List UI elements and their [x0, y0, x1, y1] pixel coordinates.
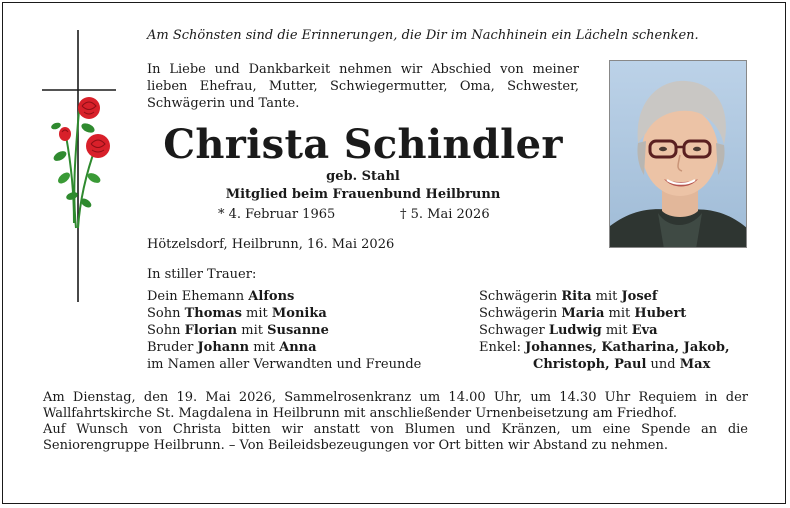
deceased-name: Christa Schindler — [163, 121, 563, 168]
membership-text: Mitglied beim Frauenbund Heilbrunn — [225, 187, 501, 202]
mourner-row: Schwager Ludwig mit Eva — [479, 323, 658, 338]
service-text: Am Dienstag, den 19. Mai 2026, Sammelrosenkranz um 14.00 Uhr, um 14.30 Uhr Requiem in der Wallfahrtskirche St. Magdalena in Heilbrunn mit anschließender Urnenbeisetzung am Friedhof. — [43, 390, 748, 421]
mourner-row: Dein Ehemann Alfons — [147, 289, 295, 304]
intro-text: In Liebe und Dankbarkeit nehmen wir Abschied von meiner lieben Ehefrau, Mutter, Schwiegermutter, Oma, Schwester, Schwägerin und Tante. — [147, 62, 579, 111]
donation-wish-text: Auf Wunsch von Christa bitten wir anstatt von Blumen und Kränzen, um eine Spende an die Seniorengruppe Heilbrunn. – Von Beileidsbezeugungen vor Ort bitten wir Abstand zu nehmen. — [43, 422, 748, 453]
mourner-row: Schwägerin Maria mit Hubert — [479, 306, 687, 321]
mourner-row: Schwägerin Rita mit Josef — [479, 289, 658, 304]
mourner-row: im Namen aller Verwandten und Freunde — [147, 357, 422, 372]
portrait-image — [610, 61, 747, 248]
death-date: † 5. Mai 2026 — [400, 207, 490, 222]
mourners-right-list — [479, 288, 730, 373]
mourner-row: Sohn Thomas mit Monika — [147, 306, 327, 321]
grandchildren-row: Enkel: Johannes, Katharina, Jakob, — [479, 340, 730, 355]
motto-text: Am Schönsten sind die Erinnerungen, die Dir im Nachhinein ein Lächeln schenken. — [147, 28, 699, 43]
mourner-row: Sohn Florian mit Susanne — [147, 323, 329, 338]
service-details — [43, 390, 748, 454]
grandchildren-row-2: Christoph, Paul und Max — [533, 357, 711, 372]
cross-with-roses-icon — [36, 28, 122, 304]
portrait-photo — [609, 60, 747, 248]
maiden-name: geb. Stahl — [326, 169, 400, 184]
mourner-row: Bruder Johann mit Anna — [147, 340, 317, 355]
mourning-heading: In stiller Trauer: — [147, 267, 257, 282]
place-date: Hötzelsdorf, Heilbrunn, 16. Mai 2026 — [147, 237, 395, 252]
birth-date: * 4. Februar 1965 — [218, 207, 336, 222]
mourners-left-list — [147, 288, 421, 373]
